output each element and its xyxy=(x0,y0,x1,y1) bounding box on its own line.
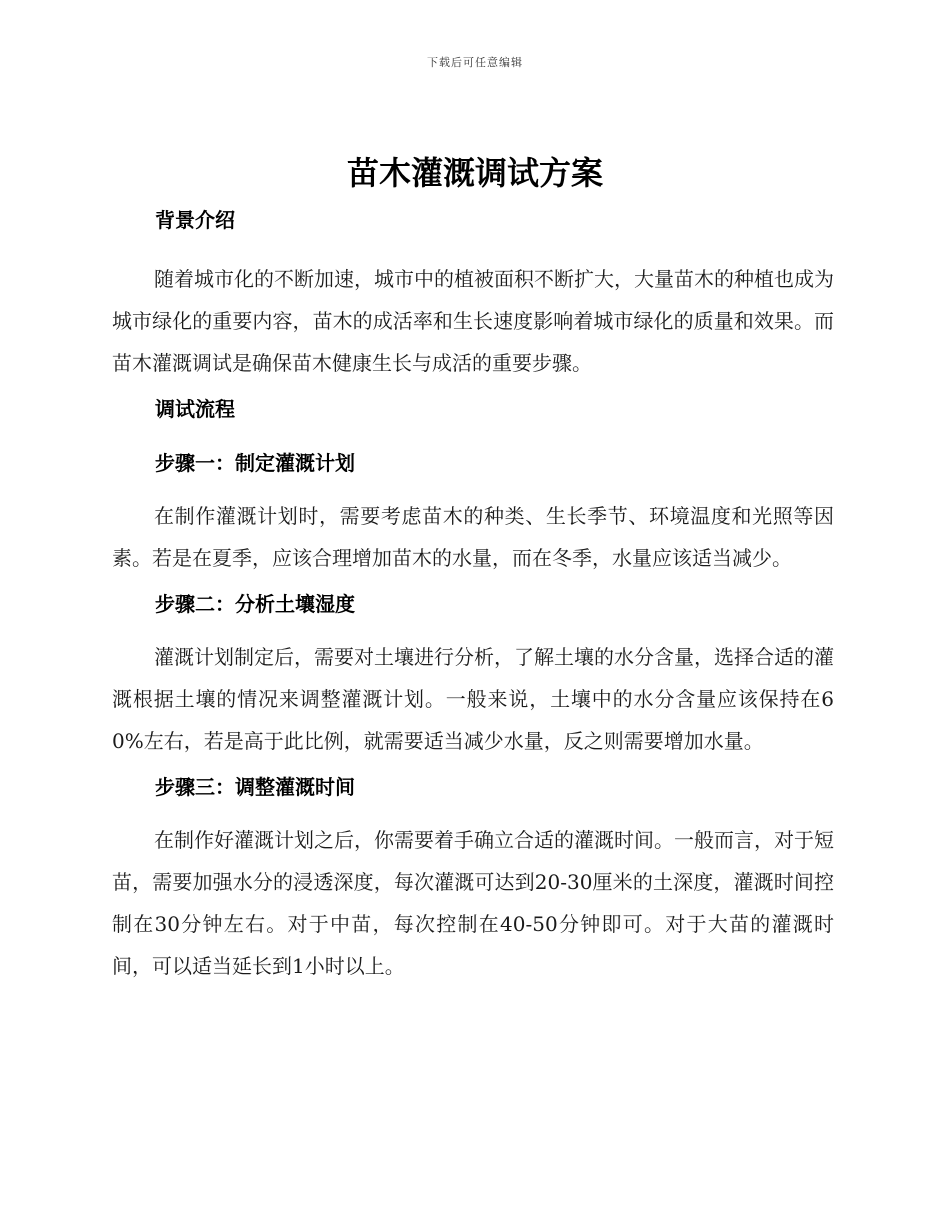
paragraph-background: 随着城市化的不断加速，城市中的植被面积不断扩大，大量苗木的种植也成为城市绿化的重要内容，苗木的成活率和生长速度影响着城市绿化的质量和效果。而苗木灌溉调试是确保苗木健康生长与成活的重要步骤。 xyxy=(112,267,834,375)
step2-heading: 步骤二：分析土壤湿度 xyxy=(155,592,355,616)
page-header-note: 下载后可任意编辑 xyxy=(427,56,523,69)
document-title: 苗木灌溉调试方案 xyxy=(346,154,603,192)
section-heading-background: 背景介绍 xyxy=(155,208,235,232)
step3-heading: 步骤三：调整灌溉时间 xyxy=(155,775,355,799)
document-body xyxy=(112,204,834,987)
paragraph-step1: 在制作灌溉计划时，需要考虑苗木的种类、生长季节、环境温度和光照等因素。若是在夏季，应该合理增加苗木的水量，而在冬季，水量应该适当减少。 xyxy=(112,504,834,570)
paragraph-step2: 灌溉计划制定后，需要对土壤进行分析，了解土壤的水分含量，选择合适的灌溉根据土壤的情况来调整灌溉计划。一般来说，土壤中的水分含量应该保持在60%左右，若是高于此比例，就需要适当减少水量，反之则需要增加水量。 xyxy=(112,645,834,753)
paragraph-step3: 在制作好灌溉计划之后，你需要着手确立合适的灌溉时间。一般而言，对于短苗，需要加强水分的浸透深度，每次灌溉可达到20-30厘米的土深度，灌溉时间控制在30分钟左右。对于中苗，每次控制在40-50分钟即可。对于大苗的灌溉时间，可以适当延长到1小时以上。 xyxy=(112,828,834,978)
step1-heading: 步骤一：制定灌溉计划 xyxy=(155,451,355,475)
section-heading-process: 调试流程 xyxy=(155,397,235,421)
